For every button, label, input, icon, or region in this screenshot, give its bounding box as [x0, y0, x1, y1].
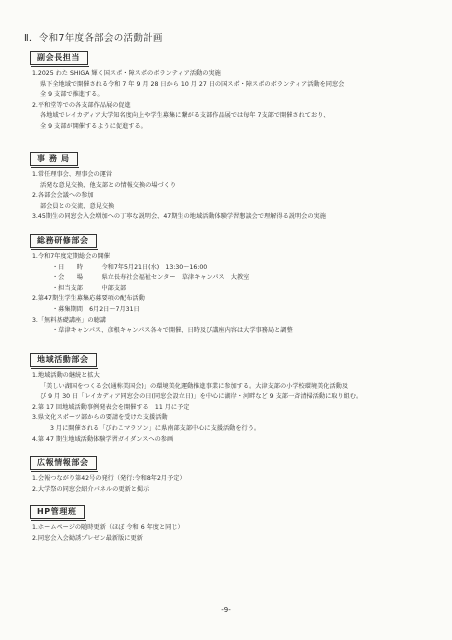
section-public-relations	[30, 450, 430, 495]
section-line: 3.45期生の同窓会入会増加への丁寧な説明会、47期生の地域活動体験学習懇談会で理解得る説明会の実施	[32, 213, 326, 221]
section-line: 4.第 47 期生地域活動体験学習ガイダンスへの参画	[32, 435, 174, 443]
page-number: -9-	[221, 606, 231, 614]
section-heading: 事 務 局	[30, 152, 78, 166]
section-general-affairs	[30, 228, 430, 337]
section-line: 2.各部会会議への参加	[32, 192, 94, 200]
section-line: 1.令和7年度定期総会の開催	[32, 253, 110, 260]
section-line: 全 9 支部で推進する。	[40, 91, 104, 99]
section-line: ・担当支部 中部支部	[52, 284, 127, 292]
section-line: 各地域でレイカディア大学知名度向上や学生募集に繋がる支部作品展では毎年 7支部で開催されており、	[40, 112, 330, 120]
section-community-activity	[30, 347, 430, 445]
section-line: 2.平和堂等での各支部作品展の促進	[32, 101, 131, 109]
section-line: 部会員との交流、意見交換	[40, 202, 115, 210]
section-line: ・日 時 令和7年5月21日(水) 13:30～16:00	[52, 263, 208, 271]
section-line: ・草津キャンパス、彦根キャンパス各々で開催、日時及び講座内容は大学事務局と調整	[52, 327, 293, 335]
section-line: 1.会報つながり第42号の発行（発行:令和8年2月予定）	[32, 475, 186, 482]
section-heading: 副会長担当	[30, 51, 88, 65]
section-line: 3.「無料基礎講座」の聴講	[32, 316, 106, 324]
section-line: 1.常任理事会、理事会の運営	[32, 171, 113, 178]
section-line: ・会 場 県立長寿社会福祉センター 草津キャンパス 大教室	[52, 274, 250, 282]
section-vice-president	[30, 45, 430, 133]
section-heading: 総務研修部会	[30, 234, 97, 248]
section-line: 1.地域活動の継続と拡大	[32, 372, 100, 379]
section-line: 2.第 17 回地域活動事例発表会を開催する 11 月に予定	[32, 403, 190, 411]
section-line: 活発な意見交換、他支部との情報交換の場づくり	[40, 181, 177, 189]
section-heading: HP管理班	[30, 505, 85, 519]
page-title: Ⅱ．令和7年度各部会の活動計画	[24, 33, 163, 44]
section-heading: 広報情報部会	[30, 456, 97, 470]
section-line: 3.県文化スポーツ部からの要請を受けた支援活動	[32, 414, 168, 422]
section-heading: 地域活動部会	[30, 353, 97, 367]
section-line: 2.同窓会入会勧誘プレゼン最新版に更新	[32, 534, 143, 542]
section-secretariat	[30, 146, 430, 223]
section-line: 2.大学祭の同窓会紹介パネルの更新と掲示	[32, 485, 150, 493]
section-line: 全 9 支部が開催するように促進する。	[40, 122, 147, 130]
section-hp-management	[30, 499, 430, 544]
section-line: 県下全地域で開催される令和 7 年 9 月 28 日から 10 月 27 日の国スポ・障スポのボランティア活動を同窓会	[40, 80, 345, 88]
section-line: び 9 月 30 日「レイカディア同窓会の日(同窓会設立日)」を中心に湖岸・河畔など 9 支部一斉清掃活動に取り組む。	[40, 393, 363, 401]
section-line: 「美しい湖国をつくる会(通称美国会)」の環境美化運動推進事業に参加する。大津支部の小学校環境美化活動及	[40, 382, 349, 390]
section-line: 2.第47期生学生募集応募要項の配布活動	[32, 295, 145, 303]
section-line: 1.2025 わた SHIGA 輝く国スポ・障スポのボランティア活動の実施	[32, 70, 221, 77]
section-line: ・募集期間 6月2日～7月31日	[52, 305, 140, 313]
section-line: 1.ホームページの随時更新（ほぼ 令和 6 年度と同じ）	[32, 524, 184, 531]
section-line: 3 月に開催される「びわこマラソン」に県南部支部中心に支援活動を行う。	[50, 424, 261, 432]
